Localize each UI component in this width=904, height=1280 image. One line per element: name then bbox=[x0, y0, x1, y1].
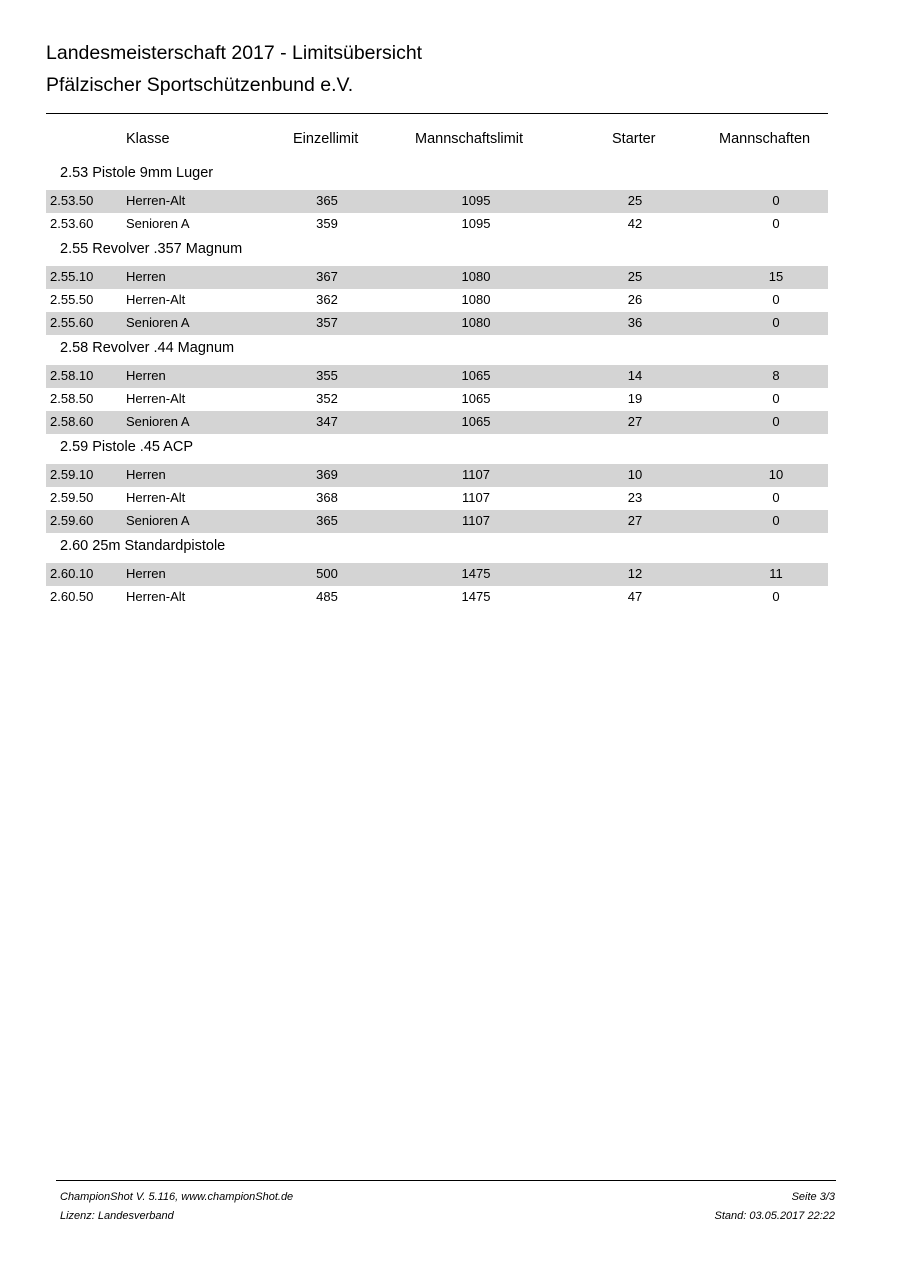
footer-page-number: Seite 3/3 bbox=[791, 1191, 835, 1203]
footer-divider bbox=[56, 1180, 836, 1181]
row-einzellimit: 369 bbox=[316, 467, 338, 482]
column-header-klasse: Klasse bbox=[126, 131, 170, 147]
table-row bbox=[46, 365, 828, 388]
row-mannschaftslimit: 1095 bbox=[461, 216, 491, 231]
row-starter: 47 bbox=[627, 589, 643, 604]
row-klasse: Senioren A bbox=[126, 315, 190, 330]
row-mannschaftslimit: 1475 bbox=[461, 566, 491, 581]
row-mannschaften: 0 bbox=[772, 490, 780, 505]
limits-table bbox=[46, 160, 828, 609]
row-starter: 36 bbox=[627, 315, 643, 330]
row-einzellimit: 352 bbox=[316, 391, 338, 406]
row-einzellimit: 359 bbox=[316, 216, 338, 231]
row-mannschaften: 11 bbox=[769, 566, 783, 581]
document-title: Landesmeisterschaft 2017 - Limitsübersicht bbox=[46, 42, 423, 64]
group-title: 2.55 Revolver .357 Magnum bbox=[60, 241, 243, 257]
table-row bbox=[46, 190, 828, 213]
row-mannschaftslimit: 1065 bbox=[461, 368, 491, 383]
row-code: 2.53.50 bbox=[50, 193, 94, 208]
row-klasse: Senioren A bbox=[126, 513, 190, 528]
row-starter: 10 bbox=[627, 467, 643, 482]
row-mannschaftslimit: 1107 bbox=[462, 467, 490, 482]
row-starter: 19 bbox=[627, 391, 643, 406]
row-mannschaften: 0 bbox=[772, 315, 780, 330]
table-row bbox=[46, 312, 828, 335]
row-mannschaften: 0 bbox=[772, 193, 780, 208]
table-row bbox=[46, 586, 828, 609]
row-mannschaften: 0 bbox=[772, 589, 780, 604]
row-einzellimit: 500 bbox=[316, 566, 338, 581]
row-mannschaften: 0 bbox=[772, 216, 780, 231]
row-starter: 23 bbox=[627, 490, 643, 505]
row-starter: 42 bbox=[627, 216, 643, 231]
row-code: 2.59.10 bbox=[50, 467, 94, 482]
row-mannschaftslimit: 1065 bbox=[461, 391, 491, 406]
row-code: 2.60.10 bbox=[50, 566, 94, 581]
row-starter: 12 bbox=[627, 566, 643, 581]
row-klasse: Herren bbox=[126, 269, 166, 284]
table-row bbox=[46, 464, 828, 487]
row-mannschaftslimit: 1080 bbox=[461, 292, 491, 307]
row-klasse: Herren-Alt bbox=[126, 391, 186, 406]
table-row bbox=[46, 411, 828, 434]
row-code: 2.60.50 bbox=[50, 589, 94, 604]
row-starter: 25 bbox=[627, 269, 643, 284]
row-code: 2.58.10 bbox=[50, 368, 94, 383]
row-klasse: Senioren A bbox=[126, 414, 190, 429]
row-code: 2.55.10 bbox=[50, 269, 94, 284]
row-mannschaftslimit: 1080 bbox=[461, 315, 491, 330]
column-header-starter: Starter bbox=[612, 131, 656, 147]
row-mannschaften: 15 bbox=[768, 269, 784, 284]
table-row bbox=[46, 563, 828, 586]
row-klasse: Herren bbox=[126, 368, 166, 383]
table-row bbox=[46, 266, 828, 289]
table-row bbox=[46, 487, 828, 510]
group-title: 2.60 25m Standardpistole bbox=[60, 538, 226, 554]
row-einzellimit: 368 bbox=[316, 490, 338, 505]
row-klasse: Herren-Alt bbox=[126, 292, 186, 307]
row-mannschaften: 8 bbox=[772, 368, 780, 383]
row-code: 2.58.50 bbox=[50, 391, 94, 406]
row-mannschaften: 0 bbox=[772, 513, 780, 528]
row-mannschaften: 0 bbox=[772, 292, 780, 307]
row-einzellimit: 485 bbox=[316, 589, 338, 604]
row-starter: 14 bbox=[627, 368, 643, 383]
row-klasse: Senioren A bbox=[126, 216, 190, 231]
row-mannschaften: 0 bbox=[772, 414, 780, 429]
row-einzellimit: 357 bbox=[316, 315, 338, 330]
row-mannschaften: 10 bbox=[768, 467, 784, 482]
row-mannschaftslimit: 1065 bbox=[461, 414, 491, 429]
row-einzellimit: 367 bbox=[316, 269, 338, 284]
footer-license: Lizenz: Landesverband bbox=[60, 1210, 174, 1222]
row-mannschaftslimit: 1475 bbox=[461, 589, 491, 604]
group-title: 2.53 Pistole 9mm Luger bbox=[60, 165, 214, 181]
row-klasse: Herren-Alt bbox=[126, 490, 186, 505]
column-header-mannschaften: Mannschaften bbox=[719, 131, 811, 147]
footer-date: Stand: 03.05.2017 22:22 bbox=[714, 1210, 835, 1222]
row-einzellimit: 347 bbox=[316, 414, 338, 429]
row-code: 2.55.60 bbox=[50, 315, 94, 330]
row-code: 2.59.50 bbox=[50, 490, 94, 505]
row-einzellimit: 365 bbox=[316, 513, 338, 528]
row-code: 2.55.50 bbox=[50, 292, 94, 307]
row-mannschaftslimit: 1107 bbox=[462, 490, 490, 505]
table-row bbox=[46, 289, 828, 312]
row-mannschaftslimit: 1107 bbox=[462, 513, 490, 528]
row-einzellimit: 365 bbox=[316, 193, 338, 208]
footer-software: ChampionShot V. 5.116, www.championShot.de bbox=[60, 1191, 294, 1203]
row-klasse: Herren-Alt bbox=[126, 589, 186, 604]
row-mannschaftslimit: 1095 bbox=[461, 193, 491, 208]
row-einzellimit: 362 bbox=[316, 292, 338, 307]
column-header-mannschaftslimit: Mannschaftslimit bbox=[415, 131, 523, 147]
table-row bbox=[46, 213, 828, 236]
document-subtitle: Pfälzischer Sportschützenbund e.V. bbox=[46, 74, 354, 96]
row-starter: 26 bbox=[627, 292, 643, 307]
row-code: 2.59.60 bbox=[50, 513, 94, 528]
row-klasse: Herren bbox=[126, 566, 166, 581]
row-code: 2.58.60 bbox=[50, 414, 94, 429]
group-title: 2.58 Revolver .44 Magnum bbox=[60, 340, 235, 356]
row-mannschaftslimit: 1080 bbox=[461, 269, 491, 284]
header-divider bbox=[46, 113, 828, 114]
row-code: 2.53.60 bbox=[50, 216, 94, 231]
row-starter: 25 bbox=[627, 193, 643, 208]
column-header-einzellimit: Einzellimit bbox=[293, 131, 359, 147]
row-klasse: Herren-Alt bbox=[126, 193, 186, 208]
row-mannschaften: 0 bbox=[772, 391, 780, 406]
row-klasse: Herren bbox=[126, 467, 166, 482]
row-starter: 27 bbox=[627, 414, 643, 429]
group-title: 2.59 Pistole .45 ACP bbox=[60, 439, 193, 455]
table-row bbox=[46, 388, 828, 411]
table-row bbox=[46, 510, 828, 533]
row-starter: 27 bbox=[627, 513, 643, 528]
row-einzellimit: 355 bbox=[316, 368, 338, 383]
